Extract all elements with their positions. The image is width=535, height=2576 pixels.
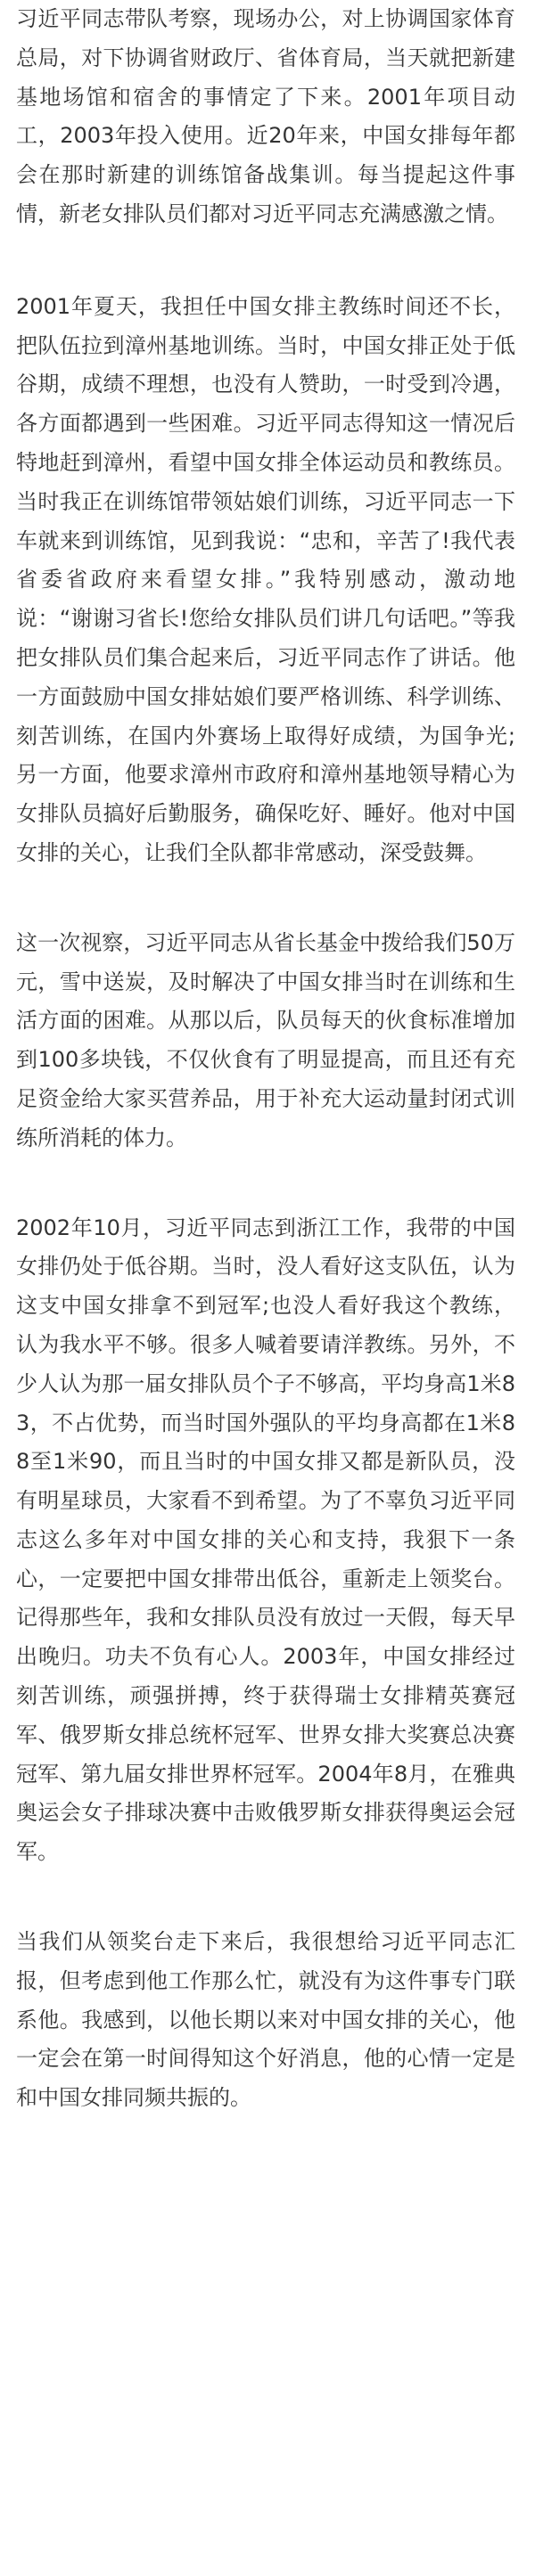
- paragraph: 习近平同志带队考察，现场办公，对上协调国家体育总局，对下协调省财政厅、省体育局，当天就把新建基地场馆和宿舍的事情定了下来。2001年项目动工，2003年投入使用。近20年来，中国女排每年都会在那时新建的训练馆备战集训。每当提起这件事情，新老女排队员们都对习近平同志充满感激之情。: [16, 6, 515, 226]
- article-body: [16, 0, 515, 2118]
- paragraph: 2002年10月，习近平同志到浙江工作，我带的中国女排仍处于低谷期。当时，没人看好这支队伍，认为这支中国女排拿不到冠军;也没人看好我这个教练，认为我水平不够。很多人喊着要请洋教练。另外，不少人认为那一届女排队员个子不够高，平均身高1米83，不占优势，而当时国外强队的平均身高都在1米88至1米90，而且当时的中国女排又都是新队员，没有明星球员，大家看不到希望。为了不辜负习近平同志这么多年对中国女排的关心和支持，我狠下一条心，一定要把中国女排带出低谷，重新走上领奖台。记得那些年，我和女排队员没有放过一天假，每天早出晚归。功夫不负有心人。2003年，中国女排经过刻苦训练，顽强拼搏，终于获得瑞士女排精英赛冠军、俄罗斯女排总统杯冠军、世界女排大奖赛总决赛冠军、第九届女排世界杯冠军。2004年8月，在雅典奥运会女子排球决赛中击败俄罗斯女排获得奥运会冠军。: [16, 1214, 515, 1865]
- paragraph: 2001年夏天，我担任中国女排主教练时间还不长，把队伍拉到漳州基地训练。当时，中国女排正处于低谷期，成绩不理想，也没有人赞助，一时受到冷遇，各方面都遇到一些困难。习近平同志得知这一情况后特地赶到漳州，看望中国女排全体运动员和教练员。当时我正在训练馆带领姑娘们训练，习近平同志一下车就来到训练馆，见到我说：“忠和，辛苦了!我代表省委省政府来看望女排。”我特别感动，激动地说：“谢谢习省长!您给女排队员们讲几句话吧。”等我把女排队员们集合起来后，习近平同志作了讲话。他一方面鼓励中国女排姑娘们要严格训练、科学训练、刻苦训练，在国内外赛场上取得好成绩，为国争光;另一方面，他要求漳州市政府和漳州基地领导精心为女排队员搞好后勤服务，确保吃好、睡好。他对中国女排的关心，让我们全队都非常感动，深受鼓舞。: [16, 293, 515, 865]
- paragraph: 这一次视察，习近平同志从省长基金中拨给我们50万元，雪中送炭，及时解决了中国女排当时在训练和生活方面的困难。从那以后，队员每天的伙食标准增加到100多块钱，不仅伙食有了明显提高，而且还有充足资金给大家买营养品，用于补充大运动量封闭式训练所消耗的体力。: [16, 929, 515, 1150]
- paragraph: 当我们从领奖台走下来后，我很想给习近平同志汇报，但考虑到他工作那么忙，就没有为这件事专门联系他。我感到，以他长期以来对中国女排的关心，他一定会在第一时间得知这个好消息，他的心情一定是和中国女排同频共振的。: [16, 1929, 515, 2111]
